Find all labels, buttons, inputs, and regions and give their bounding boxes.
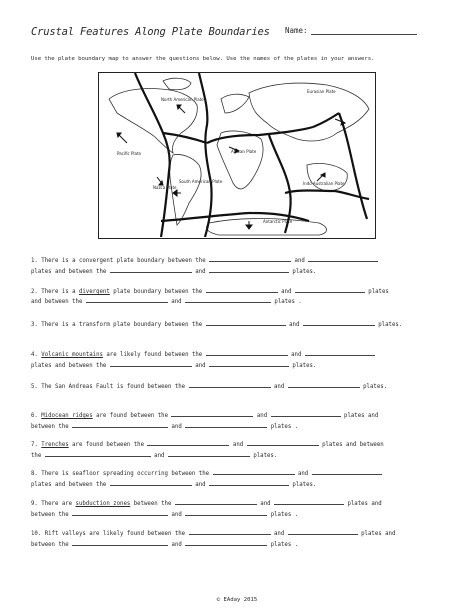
question-6-line2: between the and plates . <box>31 420 298 433</box>
answer-blank[interactable] <box>206 285 278 293</box>
answer-blank[interactable] <box>185 538 267 546</box>
copyright-footer: © EAday 2015 <box>216 597 258 603</box>
answer-blank[interactable] <box>209 254 291 262</box>
answer-blank[interactable] <box>206 348 288 356</box>
answer-blank[interactable] <box>189 527 271 535</box>
answer-blank[interactable] <box>185 420 267 428</box>
name-field-group <box>285 26 417 35</box>
answer-blank[interactable] <box>110 478 192 486</box>
question-2-line2: and between the and plates . <box>31 295 302 308</box>
label-nazca: Nazca Plate <box>153 185 177 190</box>
answer-blank[interactable] <box>305 348 375 356</box>
answer-blank[interactable] <box>72 508 168 516</box>
page-title: Crustal Features Along Plate Boundaries <box>31 26 270 38</box>
label-north-american: North American Plate <box>161 97 204 102</box>
answer-blank[interactable] <box>72 420 168 428</box>
answer-blank[interactable] <box>171 409 253 417</box>
world-map-drawing <box>99 73 374 237</box>
answer-blank[interactable] <box>185 295 271 303</box>
answer-blank[interactable] <box>288 527 358 535</box>
answer-blank[interactable] <box>274 497 344 505</box>
answer-blank[interactable] <box>312 467 382 475</box>
question-2: 2. There is a divergent plate boundary between the and plates <box>31 285 389 298</box>
question-9: 9. There are subduction zones between the and plates and <box>31 497 382 510</box>
answer-blank[interactable] <box>209 265 289 273</box>
answer-blank[interactable] <box>86 295 168 303</box>
label-eurasian: Eurasian Plate <box>307 89 336 94</box>
answer-blank[interactable] <box>185 508 267 516</box>
question-5: 5. The San Andreas Fault is found between the and plates. <box>31 380 387 393</box>
question-7: 7. Trenches are found between the and plates and between <box>31 438 384 451</box>
answer-blank[interactable] <box>189 380 271 388</box>
answer-blank[interactable] <box>110 265 192 273</box>
header <box>31 26 445 40</box>
answer-blank[interactable] <box>295 285 365 293</box>
plate-motion-arrows <box>117 105 345 229</box>
name-blank[interactable] <box>311 26 417 35</box>
answer-blank[interactable] <box>209 478 289 486</box>
question-8: 8. There is seafloor spreading occurring between the and <box>31 467 382 480</box>
answer-blank[interactable] <box>247 438 319 446</box>
question-10-line2: between the and plates . <box>31 538 298 551</box>
question-10: 10. Rift valleys are likely found between the and plates and <box>31 527 395 540</box>
question-9-line2: between the and plates . <box>31 508 298 521</box>
question-7-line2: the and plates. <box>31 449 277 462</box>
question-6: 6. Midocean ridges are found between the and plates and <box>31 409 378 422</box>
answer-blank[interactable] <box>271 409 341 417</box>
name-label: Name: <box>285 26 308 35</box>
label-pacific: Pacific Plate <box>117 151 141 156</box>
label-african: African Plate <box>231 149 257 154</box>
question-8-line2: plates and between the and plates. <box>31 478 316 491</box>
label-antarctic: Antarctic Plate <box>263 219 293 224</box>
question-4-line2: plates and between the and plates. <box>31 359 316 372</box>
answer-blank[interactable] <box>72 538 168 546</box>
answer-blank[interactable] <box>168 449 250 457</box>
question-4: 4. Volcanic mountains are likely found between the and <box>31 348 375 361</box>
question-3: 3. There is a transform plate boundary between the and plates. <box>31 318 402 331</box>
answer-blank[interactable] <box>206 318 286 326</box>
plate-boundary-map <box>98 72 376 239</box>
answer-blank[interactable] <box>213 467 295 475</box>
label-indo-australian: Indo Australian Plate <box>303 181 345 186</box>
question-1-line2: plates and between the and plates. <box>31 265 316 278</box>
answer-blank[interactable] <box>175 497 257 505</box>
answer-blank[interactable] <box>209 359 289 367</box>
answer-blank[interactable] <box>288 380 360 388</box>
answer-blank[interactable] <box>147 438 229 446</box>
instructions: Use the plate boundary map to answer the questions below. Use the names of the plates in your answers. <box>31 56 375 62</box>
answer-blank[interactable] <box>303 318 375 326</box>
answer-blank[interactable] <box>45 449 151 457</box>
label-south-american: South American Plate <box>179 179 223 184</box>
answer-blank[interactable] <box>110 359 192 367</box>
question-1: 1. There is a convergent plate boundary between the and <box>31 254 378 267</box>
answer-blank[interactable] <box>308 254 378 262</box>
